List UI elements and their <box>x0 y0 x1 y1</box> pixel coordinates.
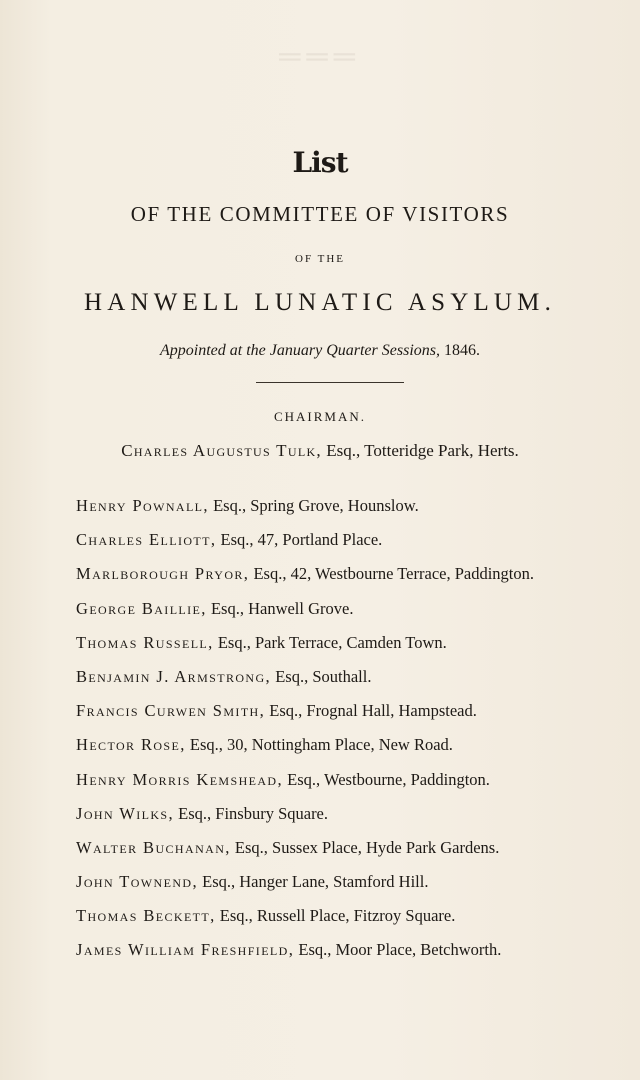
member-name: Marlborough Pryor, <box>76 564 250 584</box>
member-detail: Esq., Hanwell Grove. <box>210 598 354 618</box>
member-name: Charles Elliott, <box>76 530 217 550</box>
member-name: James William Freshfield, <box>76 940 295 960</box>
member-row <box>76 865 640 899</box>
title-of-the: OF THE <box>295 253 345 265</box>
member-row <box>76 489 640 523</box>
member-row <box>76 728 640 762</box>
members-list <box>76 489 640 968</box>
member-name: Thomas Russell, <box>76 632 214 652</box>
member-name: John Wilks, <box>76 803 175 823</box>
title-committee: OF THE COMMITTEE OF VISITORS <box>130 202 510 226</box>
member-row <box>76 660 640 694</box>
show-through-decoration: ═══ <box>279 40 361 73</box>
member-detail: Esq., Westbourne, Paddington. <box>287 769 490 789</box>
member-name: Benjamin J. Armstrong, <box>76 666 272 686</box>
member-detail: Esq., Finsbury Square. <box>178 803 329 823</box>
member-detail: Esq., Southall. <box>275 666 372 686</box>
member-row <box>76 694 640 728</box>
member-name: John Townend, <box>76 872 198 892</box>
title-asylum: HANWELL LUNATIC ASYLUM. <box>83 289 557 316</box>
member-detail: Esq., Sussex Place, Hyde Park Gardens. <box>234 837 500 857</box>
chairman-detail: Esq., Totteridge Park, Herts. <box>326 441 519 460</box>
member-name: Thomas Beckett, <box>76 906 216 926</box>
member-detail: Esq., 30, Nottingham Place, New Road. <box>189 735 453 755</box>
member-row <box>76 899 640 933</box>
member-name: Francis Curwen Smith, <box>76 701 266 721</box>
member-row <box>76 763 640 797</box>
chairman-entry <box>0 441 640 461</box>
member-row <box>76 831 640 865</box>
member-row <box>76 592 640 626</box>
member-name: George Baillie, <box>76 598 207 618</box>
member-detail: Esq., 42, Westbourne Terrace, Paddington. <box>253 564 535 584</box>
member-name: Walter Buchanan, <box>76 837 231 857</box>
member-detail: Esq., Russell Place, Fitzroy Square. <box>219 906 456 926</box>
appointed-line <box>0 342 640 360</box>
member-detail: Esq., Hanger Lane, Stamford Hill. <box>202 872 429 892</box>
member-row <box>76 557 640 591</box>
list-heading: List <box>292 146 348 179</box>
member-name: Hector Rose, <box>76 735 186 755</box>
member-detail: Esq., 47, Portland Place. <box>220 530 383 550</box>
member-row <box>76 626 640 660</box>
chairman-heading: CHAIRMAN. <box>273 409 367 424</box>
member-detail: Esq., Spring Grove, Hounslow. <box>213 496 419 515</box>
member-detail: Esq., Moor Place, Betchworth. <box>298 940 502 960</box>
member-name: Henry Morris Kemshead, <box>76 769 284 789</box>
member-name: Henry Pownall, <box>76 496 209 515</box>
member-row <box>76 797 640 831</box>
member-row <box>76 933 640 967</box>
member-detail: Esq., Park Terrace, Camden Town. <box>217 632 447 652</box>
member-detail: Esq., Frognal Hall, Hampstead. <box>269 701 477 721</box>
divider-rule <box>256 382 404 383</box>
chairman-name: Charles Augustus Tulk, <box>121 441 322 460</box>
appointed-text: Appointed at the January Quarter Sessions, <box>160 342 440 359</box>
appointed-year: 1846. <box>443 342 480 359</box>
member-row <box>76 523 640 557</box>
